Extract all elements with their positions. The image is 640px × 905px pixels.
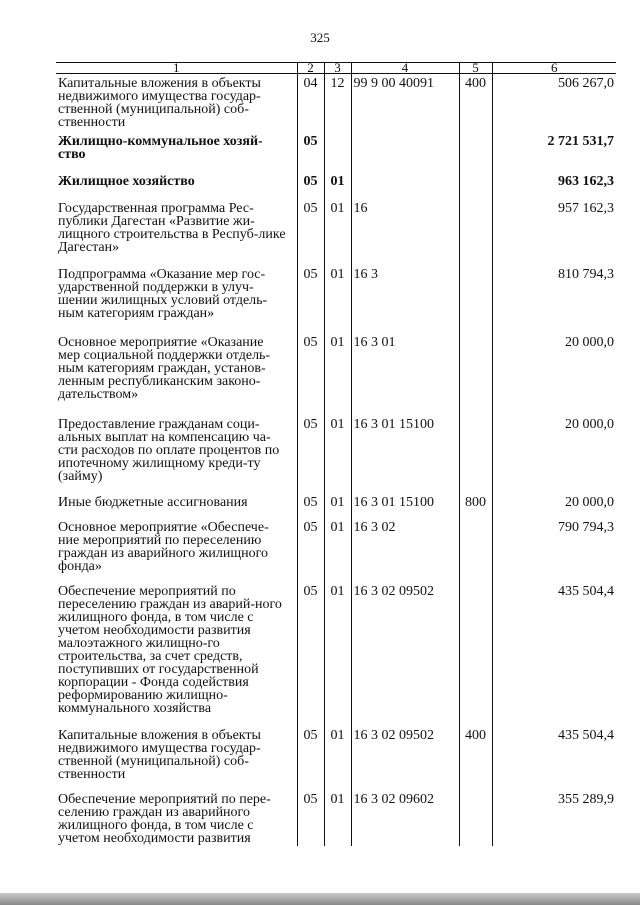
table-row (56, 132, 616, 172)
row-expense-type: 400 (459, 726, 492, 790)
table-row (56, 493, 616, 518)
row-amount: 435 504,4 (492, 582, 616, 726)
row-section: 05 (297, 333, 324, 415)
table-header-row (56, 63, 616, 74)
row-section: 05 (297, 199, 324, 265)
row-name: Государственная программа Рес-публики Дагестан «Развитие жи-лищного строительства в Респуб-лике Дагестан» (58, 200, 286, 255)
row-expense-type (459, 132, 492, 172)
row-subsection: 01 (324, 493, 351, 518)
col-header-section: 2 (297, 63, 324, 74)
row-section: 05 (297, 493, 324, 518)
row-expense-type (459, 333, 492, 415)
table-row (56, 582, 616, 726)
col-header-amount: 6 (492, 63, 616, 74)
table-row (56, 333, 616, 415)
row-subsection: 12 (324, 74, 351, 132)
row-name: Иные бюджетные ассигнования (58, 494, 248, 510)
col-header-name: 1 (56, 63, 297, 74)
row-name: Жилищно-коммунальное хозяй-ство (58, 133, 263, 162)
table-row (56, 790, 616, 846)
row-section: 04 (297, 74, 324, 132)
row-expense-type (459, 172, 492, 199)
row-subsection: 01 (324, 518, 351, 582)
table-row (56, 172, 616, 199)
row-subsection: 01 (324, 172, 351, 199)
row-expense-type (459, 518, 492, 582)
row-subsection: 01 (324, 726, 351, 790)
row-name: Капитальные вложения в объекты недвижимого имущества государ-ственной (муниципальной) соб-ственности (58, 76, 261, 130)
row-section: 05 (297, 265, 324, 333)
row-subsection: 01 (324, 582, 351, 726)
row-amount: 2 721 531,7 (492, 132, 616, 172)
row-name: Капитальные вложения в объекты недвижимого имущества государ-ственной (муниципальной) соб-ственности (58, 727, 261, 782)
row-section: 05 (297, 582, 324, 726)
col-header-expense-type: 5 (459, 63, 492, 74)
table-row (56, 726, 616, 790)
row-expense-type: 800 (459, 493, 492, 518)
row-name: Обеспечение мероприятий по пере-селению граждан из аварийного жилищного фонда, в том числе с учетом необходимости развития (58, 791, 271, 846)
row-section: 05 (297, 172, 324, 199)
row-name: Обеспечение мероприятий по переселению граждан из аварий-ного жилищного фонда, в том числе с учетом необходимости развития малоэтажного жилищно-го строительства, за счет средств, поступивших от государственной корпорации - Фонда содействия реформированию жилищно-коммунального хозяйства (58, 583, 282, 716)
row-amount: 20 000,0 (492, 415, 616, 493)
row-expense-type (459, 265, 492, 333)
row-target-article (351, 132, 459, 172)
row-subsection: 01 (324, 333, 351, 415)
row-target-article: 16 3 (351, 265, 459, 333)
row-amount: 957 162,3 (492, 199, 616, 265)
budget-table (56, 62, 616, 846)
row-name: Жилищное хозяйство (58, 173, 195, 189)
table-row (56, 199, 616, 265)
row-amount: 810 794,3 (492, 265, 616, 333)
row-subsection (324, 132, 351, 172)
row-section: 05 (297, 518, 324, 582)
row-expense-type (459, 582, 492, 726)
row-section: 05 (297, 790, 324, 846)
row-name: Основное мероприятие «Оказание мер социальной поддержки отдель-ным категориям граждан, установ-ленным республиканским законо-дательством» (58, 334, 271, 402)
col-header-subsection: 3 (324, 63, 351, 74)
table-row (56, 74, 616, 132)
row-subsection: 01 (324, 415, 351, 493)
row-name: Основное мероприятие «Обеспече-ние мероприятий по переселению граждан из аварийного жилищного фонда» (58, 519, 269, 574)
row-expense-type (459, 199, 492, 265)
row-subsection: 01 (324, 265, 351, 333)
col-header-target-article: 4 (351, 63, 459, 74)
row-target-article: 16 3 02 09602 (351, 790, 459, 846)
row-name: Подпрограмма «Оказание мер гос-ударственной поддержки в улуч-шении жилищных условий отдель-ным категориям граждан» (58, 266, 268, 321)
row-target-article (351, 172, 459, 199)
row-target-article: 16 3 02 09502 (351, 726, 459, 790)
row-name: Предоставление гражданам соци-альных выплат на компенсацию ча-сти расходов по оплате процентов по ипотечному жилищному креди-ту (займу) (58, 416, 280, 484)
row-amount: 20 000,0 (492, 493, 616, 518)
row-section: 05 (297, 415, 324, 493)
row-amount: 355 289,9 (492, 790, 616, 846)
row-target-article: 99 9 00 40091 (351, 74, 459, 132)
row-expense-type (459, 415, 492, 493)
row-target-article: 16 (351, 199, 459, 265)
row-target-article: 16 3 01 15100 (351, 415, 459, 493)
row-subsection: 01 (324, 790, 351, 846)
row-subsection: 01 (324, 199, 351, 265)
row-amount: 20 000,0 (492, 333, 616, 415)
scan-bottom-edge (0, 893, 640, 905)
row-section: 05 (297, 726, 324, 790)
row-target-article: 16 3 01 (351, 333, 459, 415)
table-row (56, 518, 616, 582)
row-target-article: 16 3 01 15100 (351, 493, 459, 518)
row-target-article: 16 3 02 (351, 518, 459, 582)
row-section: 05 (297, 132, 324, 172)
page-number: 325 (310, 30, 330, 45)
row-target-article: 16 3 02 09502 (351, 582, 459, 726)
row-amount: 506 267,0 (492, 74, 616, 132)
table-row (56, 265, 616, 333)
row-amount: 435 504,4 (492, 726, 616, 790)
row-amount: 963 162,3 (492, 172, 616, 199)
table-row (56, 415, 616, 493)
row-amount: 790 794,3 (492, 518, 616, 582)
row-expense-type (459, 790, 492, 846)
row-expense-type: 400 (459, 74, 492, 132)
